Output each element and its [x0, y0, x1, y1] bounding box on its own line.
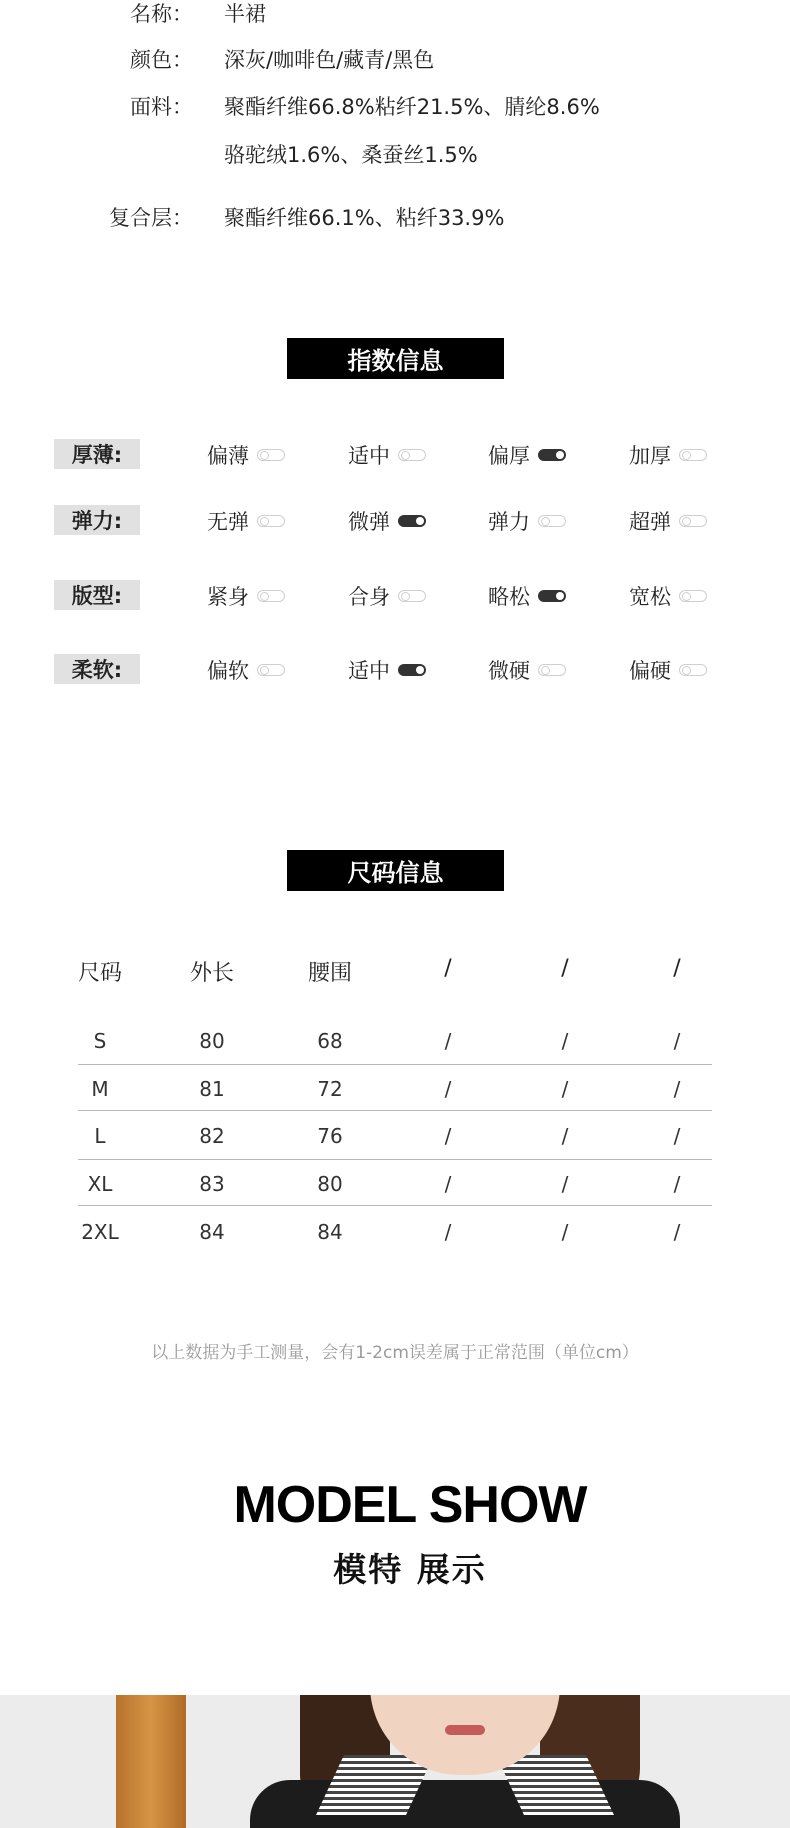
size-table-cell: / [444, 1172, 452, 1196]
size-table-cell: 84 [199, 1220, 225, 1244]
size-table-cell: / [561, 1172, 569, 1196]
index-option [348, 506, 426, 536]
index-label: 厚薄: [54, 439, 140, 469]
toggle-on-indicator [538, 590, 566, 602]
size-table-header: 腰围 [307, 961, 352, 986]
index-option [348, 581, 426, 611]
toggle-on-indicator [398, 515, 426, 527]
photo-door [116, 1695, 186, 1828]
index-section-title: 指数信息 [287, 338, 504, 379]
size-table-cell: / [673, 1172, 681, 1196]
info-label-color: 颜色： [130, 48, 193, 72]
size-table-cell: S [93, 1029, 107, 1053]
toggle-off-indicator [257, 515, 285, 527]
index-option [207, 655, 285, 685]
index-option-label: 偏厚 [488, 444, 530, 468]
index-option [488, 506, 566, 536]
size-table-cell: 80 [199, 1029, 225, 1053]
index-label: 弹力: [54, 505, 140, 535]
index-option-label: 弹力 [488, 510, 530, 534]
info-value-name: 半裙 [224, 2, 266, 26]
size-table-cell: / [673, 1077, 681, 1101]
index-option [629, 655, 707, 685]
toggle-off-indicator [538, 515, 566, 527]
size-table-header: / [673, 956, 681, 981]
index-label: 柔软: [54, 654, 140, 684]
size-table-cell: / [561, 1220, 569, 1244]
index-option-label: 偏薄 [207, 444, 249, 468]
index-option [629, 440, 707, 470]
size-table-divider [78, 1110, 712, 1111]
index-option [488, 581, 566, 611]
info-value-fabric-1: 聚酯纤维66.8%粘纤21.5%、腈纶8.6% [224, 95, 600, 119]
index-option-label: 微硬 [488, 659, 530, 683]
index-option [629, 581, 707, 611]
index-option-label: 适中 [348, 659, 390, 683]
model-photo [0, 1695, 790, 1828]
toggle-off-indicator [679, 590, 707, 602]
size-table-cell: M [91, 1077, 109, 1101]
size-table-cell: L [94, 1124, 106, 1148]
index-option-label: 宽松 [629, 585, 671, 609]
size-table-header: 尺码 [77, 961, 122, 986]
info-value-color: 深灰/咖啡色/藏青/黑色 [224, 48, 435, 72]
index-option [348, 655, 426, 685]
size-table-cell: 76 [317, 1124, 343, 1148]
index-option [207, 506, 285, 536]
size-table-cell: / [444, 1077, 452, 1101]
info-label-name: 名称： [130, 2, 193, 26]
index-option-label: 合身 [348, 585, 390, 609]
size-table-cell: 80 [317, 1172, 343, 1196]
size-table-cell: / [444, 1029, 452, 1053]
index-option [629, 506, 707, 536]
size-table-cell: / [673, 1124, 681, 1148]
toggle-off-indicator [257, 449, 285, 461]
size-table-cell: 84 [317, 1220, 343, 1244]
index-option-label: 加厚 [629, 444, 671, 468]
size-table-cell: 72 [317, 1077, 343, 1101]
toggle-off-indicator [257, 664, 285, 676]
size-table-header: / [444, 956, 452, 981]
size-table-cell: / [561, 1029, 569, 1053]
measurement-note: 以上数据为手工测量，会有1-2cm误差属于正常范围（单位cm） [151, 1343, 639, 1363]
toggle-on-indicator [538, 449, 566, 461]
info-label-fabric: 面料： [130, 95, 193, 119]
index-option-label: 偏软 [207, 659, 249, 683]
index-option-label: 无弹 [207, 510, 249, 534]
toggle-on-indicator [398, 664, 426, 676]
size-table-cell: 82 [199, 1124, 225, 1148]
toggle-off-indicator [398, 590, 426, 602]
index-option-label: 略松 [488, 585, 530, 609]
size-table-header: / [561, 956, 569, 981]
size-section-title: 尺码信息 [287, 850, 504, 891]
index-option-label: 超弹 [629, 510, 671, 534]
size-table-cell: 68 [317, 1029, 343, 1053]
size-table-divider [78, 1205, 712, 1206]
size-table-cell: XL [87, 1172, 113, 1196]
photo-coat [250, 1780, 680, 1828]
toggle-off-indicator [679, 515, 707, 527]
model-show-subtitle: 模特 展示 [333, 1550, 487, 1589]
size-table-divider [78, 1159, 712, 1160]
toggle-off-indicator [257, 590, 285, 602]
size-table-cell: / [444, 1220, 452, 1244]
model-show-title: MODEL SHOW [233, 1476, 587, 1534]
size-table-cell: 81 [199, 1077, 225, 1101]
info-value-lining: 聚酯纤维66.1%、粘纤33.9% [224, 206, 505, 230]
index-option-label: 偏硬 [629, 659, 671, 683]
size-table-cell: / [561, 1124, 569, 1148]
photo-lips [445, 1725, 485, 1735]
size-table-cell: 83 [199, 1172, 225, 1196]
size-table-cell: 2XL [81, 1220, 119, 1244]
index-option [348, 440, 426, 470]
index-option-label: 紧身 [207, 585, 249, 609]
size-table-divider [78, 1064, 712, 1065]
toggle-off-indicator [679, 449, 707, 461]
size-table-cell: / [673, 1220, 681, 1244]
size-table-cell: / [561, 1077, 569, 1101]
info-value-fabric-2: 骆驼绒1.6%、桑蚕丝1.5% [224, 143, 478, 167]
index-option [488, 655, 566, 685]
toggle-off-indicator [538, 664, 566, 676]
index-option [207, 440, 285, 470]
size-table-header: 外长 [189, 961, 234, 986]
size-table-cell: / [444, 1124, 452, 1148]
index-option [207, 581, 285, 611]
toggle-off-indicator [398, 449, 426, 461]
size-table-cell: / [673, 1029, 681, 1053]
index-label: 版型: [54, 580, 140, 610]
toggle-off-indicator [679, 664, 707, 676]
info-label-lining: 复合层： [109, 206, 193, 230]
index-option-label: 微弹 [348, 510, 390, 534]
index-option-label: 适中 [348, 444, 390, 468]
index-option [488, 440, 566, 470]
